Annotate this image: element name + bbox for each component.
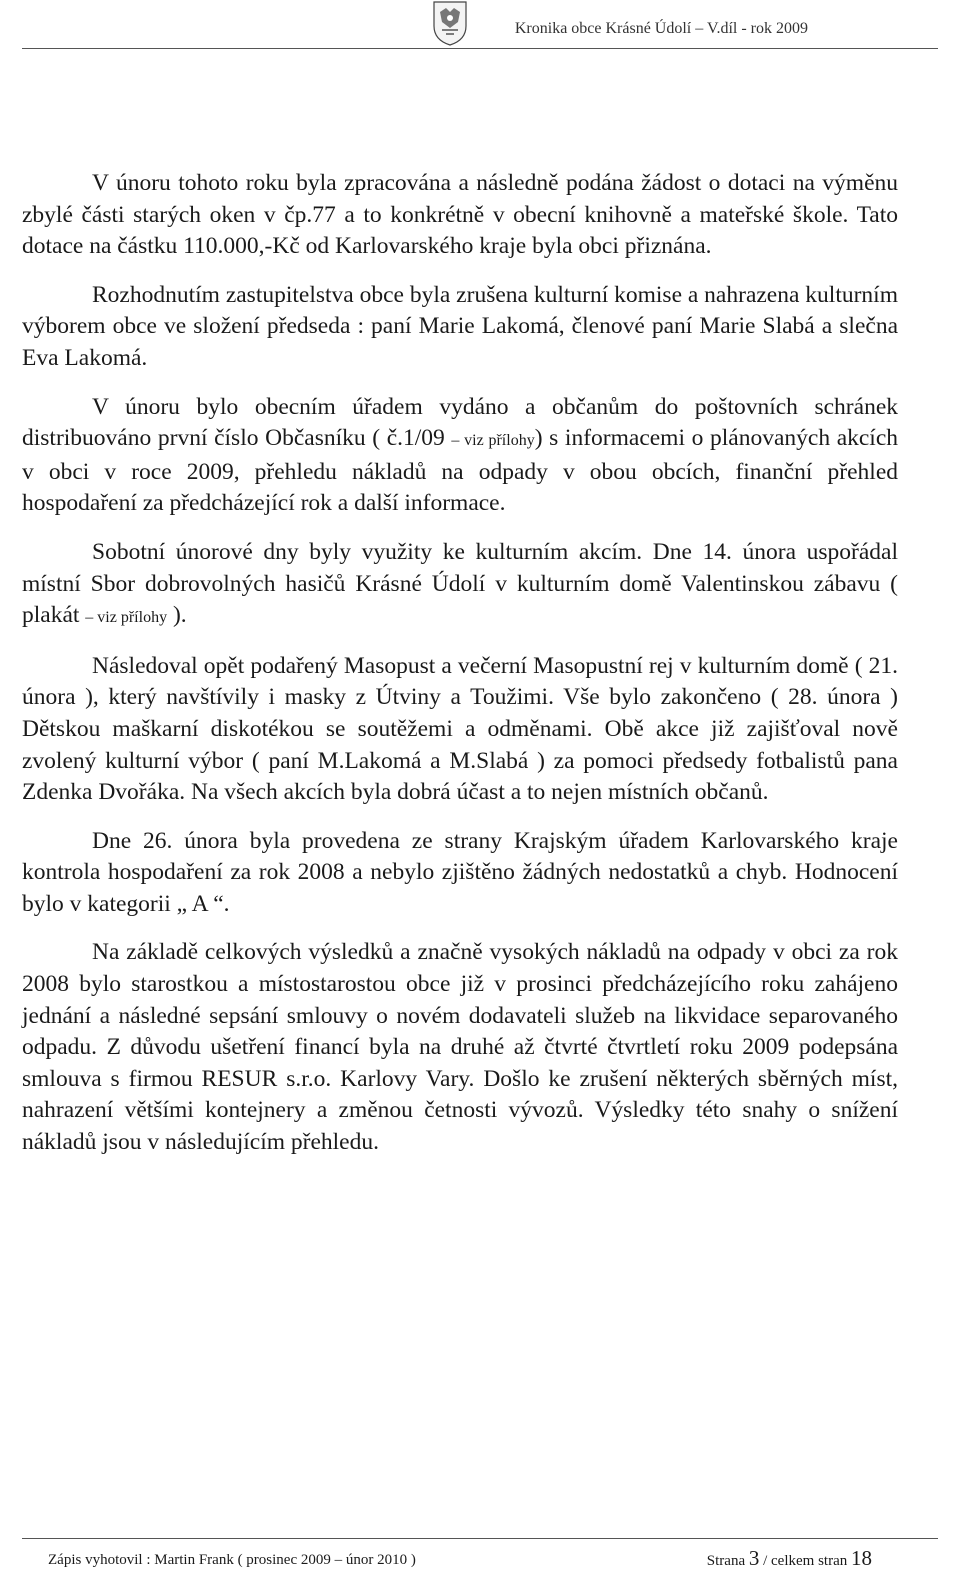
- page-counter: [707, 1546, 872, 1571]
- total-label: / celkem stran: [763, 1553, 848, 1569]
- paragraph-text: Sobotní únorové dny byly využity ke kulturním akcím. Dne 14. února uspořádal místní Sbor dobrovolných hasičů Krásné Údolí v kulturním domě Valentinskou zábavu ( plakát: [22, 538, 898, 629]
- paragraph-text: ) s informacemi o plánovaných akcích v obci v roce 2009, přehledu nákladů na odpady v obou obcích, finanční přehled hospodaření za předcházející rok a další informace.: [22, 425, 899, 517]
- paragraph-text: V únoru bylo obecním úřadem vydáno a občanům do poštovních schránek distribuováno první číslo Občasníku ( č.1/09: [22, 393, 898, 452]
- coat-of-arms-icon: [432, 0, 468, 46]
- attachment-note: – viz přílohy: [85, 609, 168, 627]
- total-pages: 18: [851, 1546, 872, 1570]
- paragraph: [22, 392, 898, 520]
- paragraph-text: ).: [167, 602, 187, 629]
- paragraph: [22, 537, 898, 634]
- paragraph: Následoval opět podařený Masopust a večerní Masopustní rej v kulturním domě ( 21. února ), který navštívily i masky z Útviny a Toužimi. Vše bylo zakončeno ( 28. února ) Dětskou maškarní diskotékou se soutěžemi a odměnami. Obě akce již zajišťoval nově zvolený kulturní výbor ( paní M.Lakomá a M.Slabá ) za pomoci předsedy fotbalistů pana Zdenka Dvořáka. Na všech akcích byla dobrá účast a to nejen místních občanů.: [22, 652, 898, 806]
- page-footer: [0, 1538, 960, 1574]
- chronicle-body: [22, 168, 898, 1159]
- paragraph: Dne 26. února byla provedena ze strany Krajským úřadem Karlovarského kraje kontrola hospodaření za rok 2008 a nebylo zjištěno žádných nedostatků a chyb. Hodnocení bylo v kategorii „ A “.: [22, 827, 898, 917]
- footer-divider: [22, 1538, 938, 1539]
- page-number: 3: [748, 1546, 760, 1570]
- attachment-note: – viz přílohy: [451, 432, 535, 450]
- header-divider: [22, 48, 938, 49]
- page-header: [0, 0, 960, 52]
- paragraph: Na základě celkových výsledků a značně vysokých nákladů na odpady v obci za rok 2008 bylo starostkou a místostarostou obce již v prosinci předcházejícího roku zahájeno jednání a následné sepsání smlouvy o novém dodavateli služeb na likvidace separovaného odpadu. Z důvodu ušetření financí byla na druhé až čtvrté čtvrtletí roku 2009 podepsána smlouva s firmou RESUR s.r.o. Karlovy Vary. Došlo ke zrušení některých sběrných míst, nahrazení většími kontejnery a změnou četnosti vývozů. Výsledky této snahy o snížení nákladů jsou v následujícím přehledu.: [22, 939, 898, 1156]
- page-label: Strana: [706, 1553, 746, 1569]
- footer-author: Zápis vyhotovil : Martin Frank ( prosinec 2009 – únor 2010 ): [48, 1552, 416, 1568]
- page-header-title: Kronika obce Krásné Údolí – V.díl - rok 2009: [514, 20, 808, 37]
- paragraph: Rozhodnutím zastupitelstva obce byla zrušena kulturní komise a nahrazena kulturním výborem obce ve složení předseda : paní Marie Lakomá, členové paní Marie Slabá a slečna Eva Lakomá.: [22, 281, 898, 371]
- paragraph: V únoru tohoto roku byla zpracována a následně podána žádost o dotaci na výměnu zbylé části starých oken v čp.77 a to konkrétně v obecní knihovně a mateřské škole. Tato dotace na částku 110.000,-Kč od Karlovarského kraje byla obci přiznána.: [22, 170, 898, 260]
